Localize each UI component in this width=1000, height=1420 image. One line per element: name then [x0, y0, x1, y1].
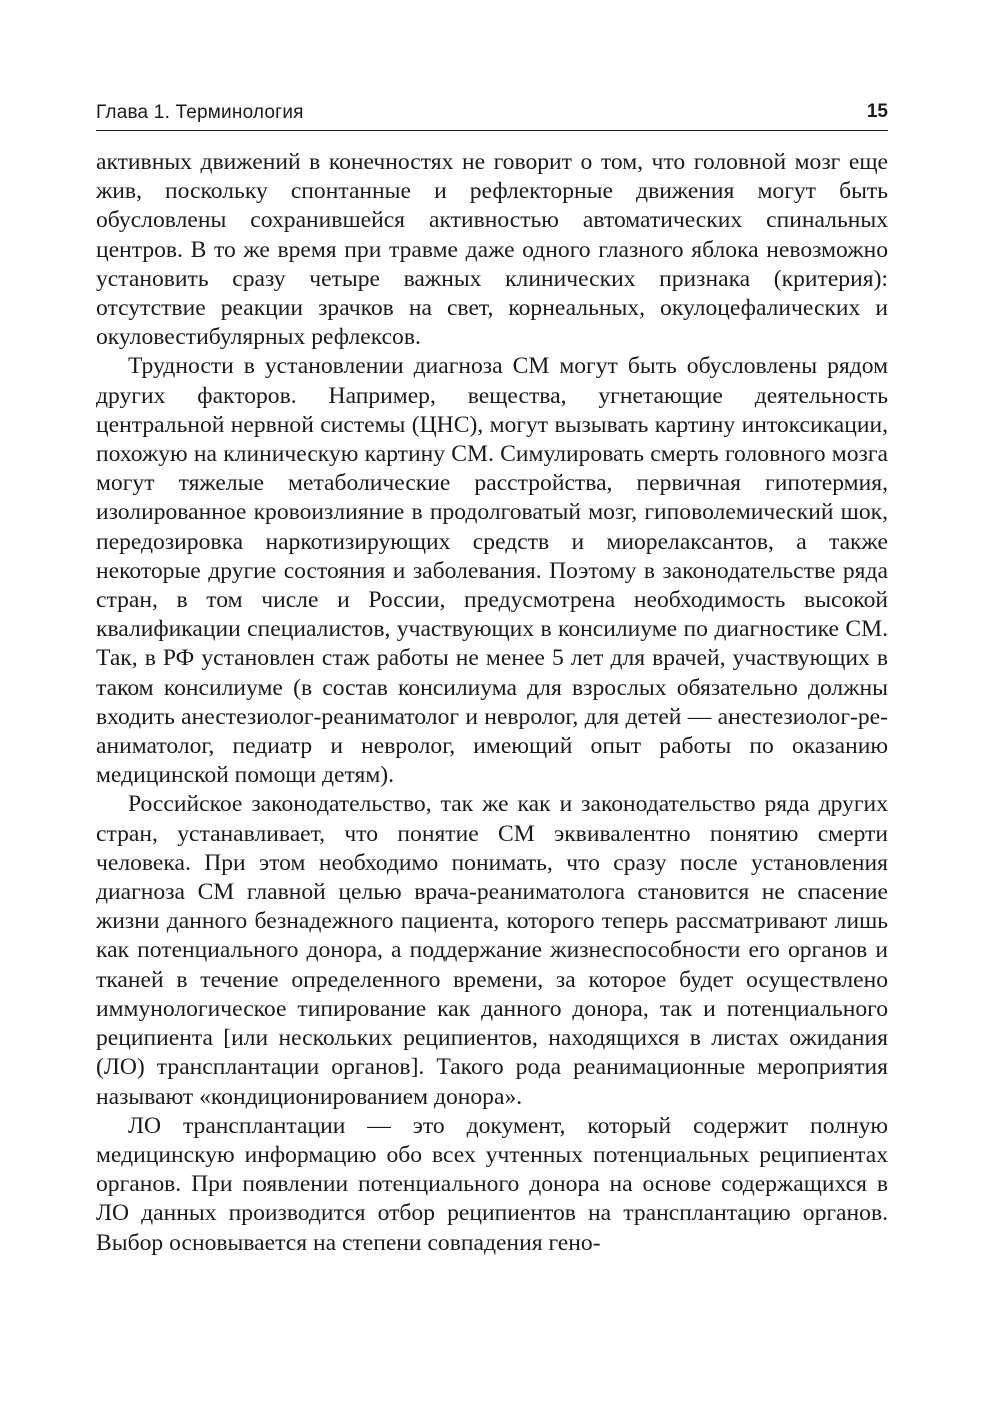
paragraph-2: Трудности в установлении диагноза СМ могут быть обусловлены рядом других факторов. Например, вещества, угнетающие деятельность центральной нервной системы (ЦНС), могут вызывать картину интоксикации, похожую на клиническую картину СМ. Симулировать смерть головного мозга могут тяжелые метаболические расстройства, первичная гипотермия, изолированное кровоизлияние в продолговатый мозг, гиповолемический шок, передозировка наркотизирующих средств и миорелаксантов, а также некоторые другие состояния и заболевания. Поэтому в законодательстве ряда стран, в том числе и России, предусмотрена необходимость высокой квалификации специалистов, участвующих в консилиуме по диагностике СМ. Так, в РФ установлен стаж работы не менее 5 лет для врачей, участвующих в таком консилиуме (в состав консилиума для взрослых обязательно должны входить анестезиолог-реаниматолог и невролог, для детей — анестезиолог-реаниматолог, педиатр и невролог, имеющий опыт работы по оказанию медицинской помощи детям).	[96, 353, 888, 789]
chapter-title: Глава 1. Терминология	[96, 102, 304, 123]
paragraph-3: Российское законодательство, так же как и законодательство ряда других стран, устанавливает, что понятие СМ эквивалентно понятию смерти человека. При этом необходимо понимать, что сразу после установления диагноза СМ главной целью врача-реаниматолога становится не спасение жизни данного безнадежного пациента, которого теперь рассматривают лишь как потенциального донора, а поддержание жизнеспособности его органов и тканей в течение определенного времени, за которое будет осуществлено иммунологическое типирование как данного донора, так и потенциального реципиента [или нескольких реципиентов, находящихся в листах ожидания (ЛО) трансплантации органов]. Такого рода реанимационные мероприятия называют «кондиционированием донора».	[96, 791, 888, 1110]
paragraph-4: ЛО трансплантации — это документ, который содержит полную медицинскую информацию обо всех учтенных потенциальных реципиентах органов. При появлении потенциального донора на основе содержащихся в ЛО данных производится отбор реципиентов на трансплантацию органов. Выбор основывается на степени совпадения гено-	[96, 1112, 888, 1256]
page-number: 15	[866, 101, 888, 122]
running-header	[96, 100, 888, 131]
paragraph-1: активных движений в конечностях не говорит о том, что головной мозг еще жив, поскольку спонтанные и рефлекторные движения могут быть обусловлены сохранившейся активностью автоматических спинальных центров. В то же время при травме даже одного глазного яблока невозможно установить сразу четыре важных клинических признака (критерия): отсутствие реакции зрачков на свет, корнеальных, окулоцефалических и окуловестибулярных рефлексов.	[96, 149, 888, 351]
body-text	[96, 148, 888, 1258]
